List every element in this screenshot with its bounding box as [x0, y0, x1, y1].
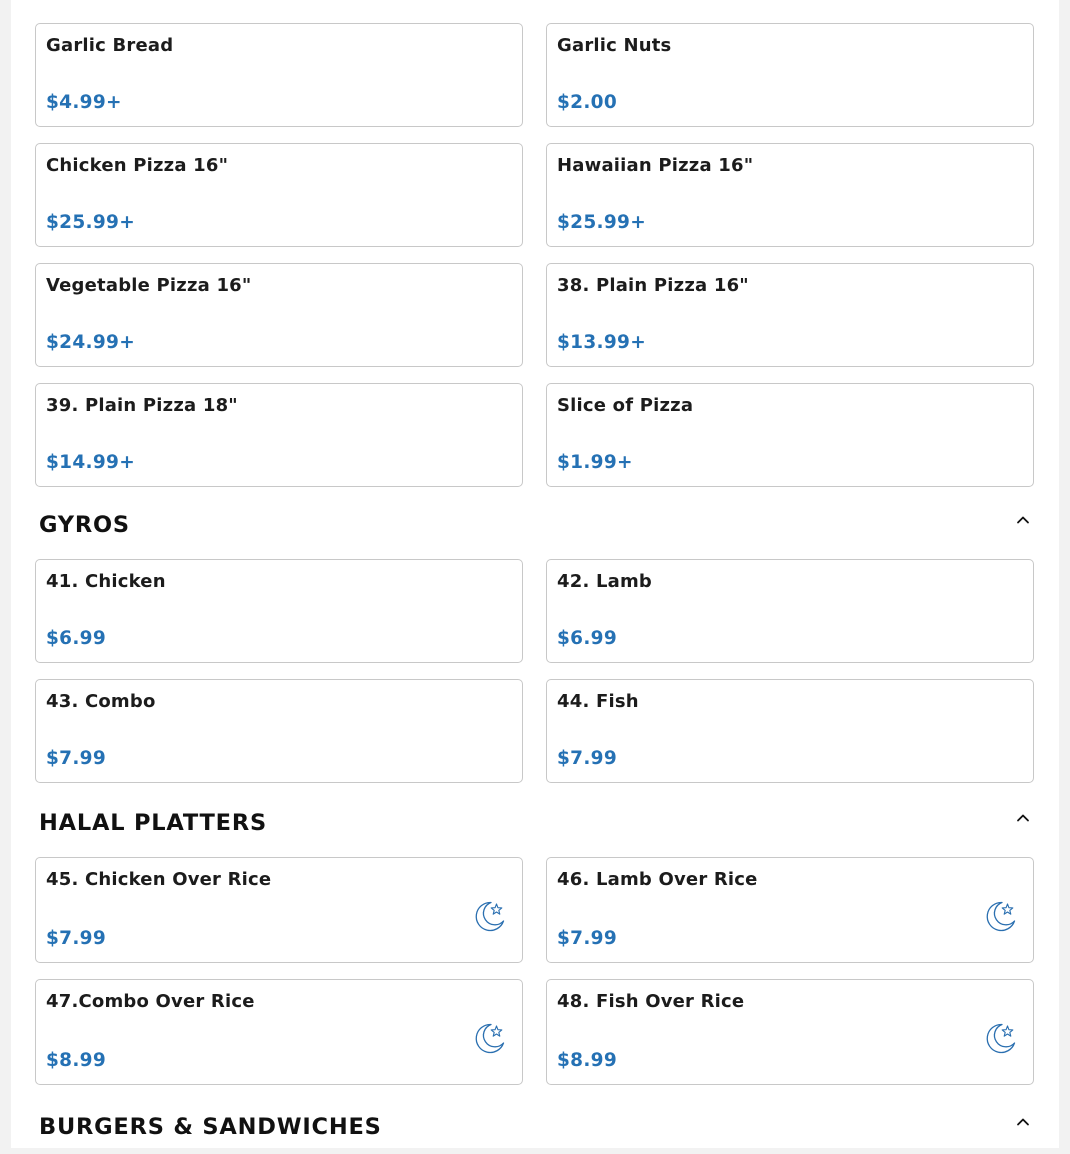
menu-item-card[interactable] [35, 23, 523, 127]
item-price: $2.00 [557, 92, 618, 113]
item-price: $24.99+ [46, 332, 135, 353]
menu-item-card[interactable] [35, 263, 523, 367]
pizza-items-grid [35, 23, 1034, 487]
menu-item-card[interactable] [35, 857, 523, 963]
item-name: Slice of Pizza [557, 395, 694, 416]
item-name: 45. Chicken Over Rice [46, 869, 272, 890]
menu-item-card[interactable] [546, 979, 1034, 1085]
gyros-items-grid [35, 559, 1034, 783]
item-price: $8.99 [46, 1050, 107, 1071]
crescent-star-icon [983, 1021, 1017, 1055]
item-price: $6.99 [46, 628, 107, 649]
item-name: 42. Lamb [557, 571, 653, 592]
item-name: 44. Fish [557, 691, 639, 712]
item-name: 46. Lamb Over Rice [557, 869, 758, 890]
menu-item-card[interactable] [35, 559, 523, 663]
item-name: 47.Combo Over Rice [46, 991, 255, 1012]
chevron-up-icon[interactable] [1015, 1114, 1031, 1130]
menu-item-card[interactable] [546, 679, 1034, 783]
item-name: Garlic Bread [46, 35, 174, 56]
chevron-up-icon[interactable] [1015, 512, 1031, 528]
chevron-up-icon[interactable] [1015, 810, 1031, 826]
section-header-halal-platters[interactable] [39, 810, 1039, 850]
section-title: HALAL PLATTERS [39, 810, 267, 836]
item-price: $7.99 [557, 928, 618, 949]
item-name: Garlic Nuts [557, 35, 672, 56]
menu-item-card[interactable] [35, 979, 523, 1085]
menu-item-card[interactable] [546, 143, 1034, 247]
item-price: $8.99 [557, 1050, 618, 1071]
item-price: $25.99+ [557, 212, 646, 233]
item-price: $4.99+ [46, 92, 122, 113]
item-name: Chicken Pizza 16" [46, 155, 229, 176]
item-price: $14.99+ [46, 452, 135, 473]
halal-platters-items-grid [35, 857, 1034, 1085]
crescent-star-icon [472, 1021, 506, 1055]
item-price: $7.99 [557, 748, 618, 769]
item-price: $13.99+ [557, 332, 646, 353]
section-header-gyros[interactable] [39, 512, 1039, 552]
menu-item-card[interactable] [35, 143, 523, 247]
menu-page [11, 0, 1059, 1148]
item-price: $25.99+ [46, 212, 135, 233]
item-price: $6.99 [557, 628, 618, 649]
section-title: GYROS [39, 512, 130, 538]
menu-item-card[interactable] [546, 23, 1034, 127]
item-name: Vegetable Pizza 16" [46, 275, 252, 296]
item-price: $1.99+ [557, 452, 633, 473]
item-name: 43. Combo [46, 691, 156, 712]
item-name: 39. Plain Pizza 18" [46, 395, 238, 416]
section-header-burgers-sandwiches[interactable] [39, 1114, 1039, 1154]
section-title: BURGERS & SANDWICHES [39, 1114, 382, 1140]
item-name: 41. Chicken [46, 571, 166, 592]
item-price: $7.99 [46, 748, 107, 769]
crescent-star-icon [472, 899, 506, 933]
item-price: $7.99 [46, 928, 107, 949]
item-name: Hawaiian Pizza 16" [557, 155, 754, 176]
menu-item-card[interactable] [35, 679, 523, 783]
menu-item-card[interactable] [546, 263, 1034, 367]
crescent-star-icon [983, 899, 1017, 933]
menu-item-card[interactable] [546, 559, 1034, 663]
menu-item-card[interactable] [546, 857, 1034, 963]
menu-item-card[interactable] [546, 383, 1034, 487]
item-name: 48. Fish Over Rice [557, 991, 745, 1012]
item-name: 38. Plain Pizza 16" [557, 275, 749, 296]
menu-item-card[interactable] [35, 383, 523, 487]
